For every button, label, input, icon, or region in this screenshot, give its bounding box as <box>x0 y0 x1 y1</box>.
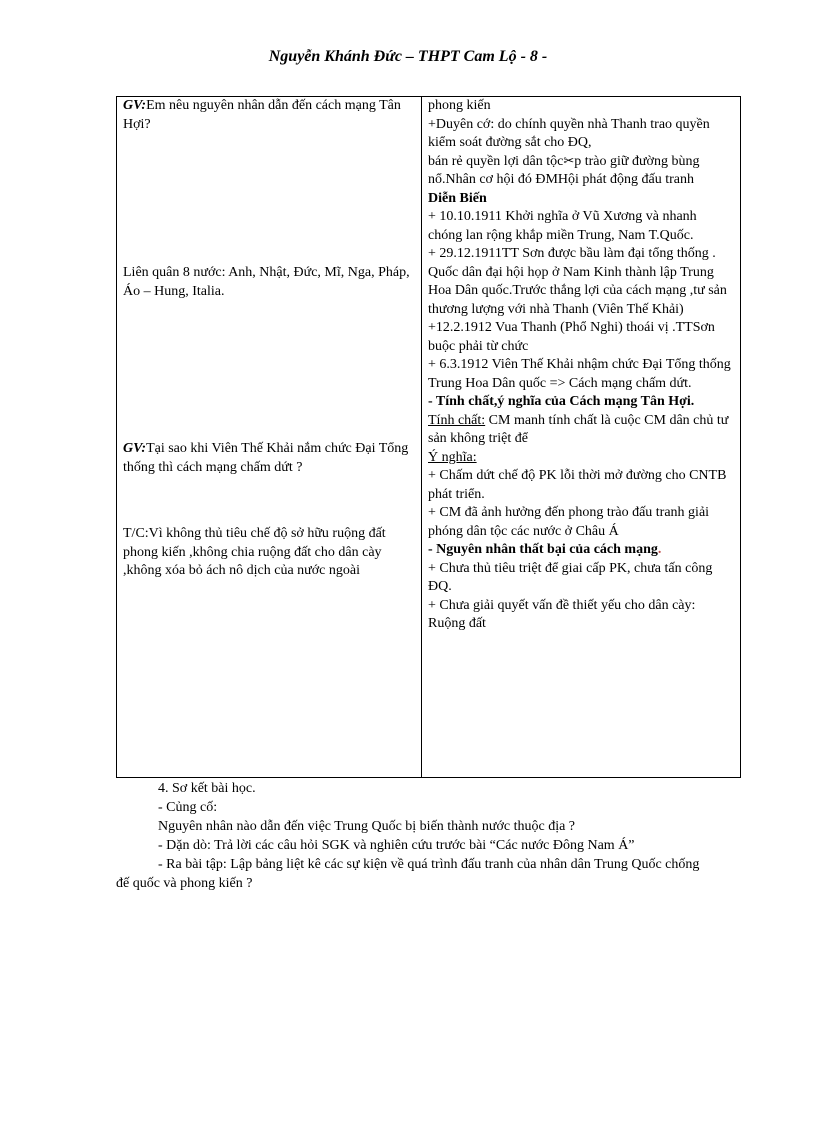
trigger-line-2 <box>428 153 734 190</box>
failure-dot: . <box>657 542 662 557</box>
answer-note: T/C:Vì không thủ tiêu chế độ sở hữu ruộng đất phong kiến ,không chia ruộng đất cho dân cày ,không xóa bỏ ách nô dịch của nước ngoài <box>123 526 386 578</box>
content-column <box>422 97 741 778</box>
meaning-1: + Chấm dứt chế độ PK lỗi thời mở đường cho CNTB phát triển. <box>428 468 727 502</box>
homework-instruction: - Dặn dò: Trả lời các câu hỏi SGK và nghiên cứu trước bài “Các nước Đông Nam Á” <box>158 838 635 853</box>
review-question: Nguyên nhân nào dẫn đến việc Trung Quốc bị biến thành nước thuộc địa ? <box>158 819 576 834</box>
exercise-instruction: - Ra bài tập: Lập bảng liệt kê các sự kiện về quá trình đấu tranh của nhân dân Trung Quốc chống đế quốc và phong kiến ? <box>116 857 700 891</box>
nature-heading-text: - Tính chất,ý nghĩa của Cách mạng Tân Hợi. <box>428 394 695 409</box>
failure-heading <box>428 541 734 560</box>
lesson-table <box>116 96 741 778</box>
nature-text: CM manh tính chất là cuộc CM dân chủ tư sản không triệt để <box>428 412 729 446</box>
trigger-text-a: bán rẻ quyền lợi dân tộc <box>428 153 564 169</box>
feudal-line: phong kiến <box>428 98 491 113</box>
nature-label: Tính chất: <box>428 412 486 428</box>
question-1 <box>123 97 415 134</box>
meaning-label-line <box>428 449 734 468</box>
failure-1: + Chưa thủ tiêu triệt để giai cấp PK, chưa tấn công ĐQ. <box>428 560 713 594</box>
event-1: + 10.10.1911 Khởi nghĩa ở Vũ Xương và nhanh chóng lan rộng khắp miền Trung, Nam T.Quốc. <box>428 209 697 243</box>
failure-heading-text: - Nguyên nhân thất bại của cách mạng <box>428 542 658 557</box>
question-1-text: Em nêu nguyên nhân dẫn đến cách mạng Tân Hợi? <box>123 98 401 132</box>
summary-heading: 4. Sơ kết bài học. <box>158 781 256 796</box>
nature-line <box>428 412 734 449</box>
lesson-summary <box>116 779 714 893</box>
page-header: Nguyễn Khánh Đức – THPT Cam Lộ - 8 - <box>268 48 548 65</box>
allied-forces-note: Liên quân 8 nước: Anh, Nhật, Đức, Mĩ, Nga, Pháp, Áo – Hung, Italia. <box>123 265 410 299</box>
teacher-column <box>117 97 422 778</box>
event-4: + 6.3.1912 Viên Thế Khải nhậm chức Đại Tổng thống Trung Hoa Dân quốc => Cách mạng chấm dứt. <box>428 357 731 391</box>
events-heading-text: Diễn Biến <box>428 190 487 206</box>
trigger-text-b: p trào giữ đường bùng nổ.Nhân cơ hội đó ĐMHội phát động đấu tranh <box>428 153 700 187</box>
question-2-text: Tại sao khi Viên Thế Khải nắm chức Đại Tổng thống thì cách mạng chấm dứt ? <box>123 441 409 475</box>
failure-2: + Chưa giải quyết vấn đề thiết yếu cho dân cày: Ruộng đất <box>428 597 696 631</box>
trigger-line-1: +Duyên cớ: do chính quyền nhà Thanh trao quyền kiểm soát đường sắt cho ĐQ, <box>428 116 710 150</box>
meaning-label: Ý nghĩa: <box>428 449 477 465</box>
events-heading <box>428 190 734 209</box>
nature-heading <box>428 393 734 412</box>
meaning-2: + CM đã ảnh hưởng đến phong trào đấu tranh giải phóng dân tộc các nước ở Châu Á <box>428 505 710 539</box>
question-2 <box>123 440 415 477</box>
event-2: + 29.12.1911TT Sơn được bầu làm đại tổng thống . Quốc dân đại hội họp ở Nam Kinh thành lập Trung Hoa Dân quốc.Trước thắng lợi của cách mạng ,tư sản thương lượng với nhà Thanh (Viên Thế Khải) <box>428 246 727 317</box>
review-label: - Củng cố: <box>158 800 218 815</box>
event-3: +12.2.1912 Vua Thanh (Phổ Nghi) thoái vị .TTSơn buộc phải từ chức <box>428 320 715 354</box>
scissors-icon: ✂ <box>563 153 575 169</box>
question-2-prefix: GV: <box>123 441 147 456</box>
question-1-prefix: GV: <box>123 98 147 113</box>
